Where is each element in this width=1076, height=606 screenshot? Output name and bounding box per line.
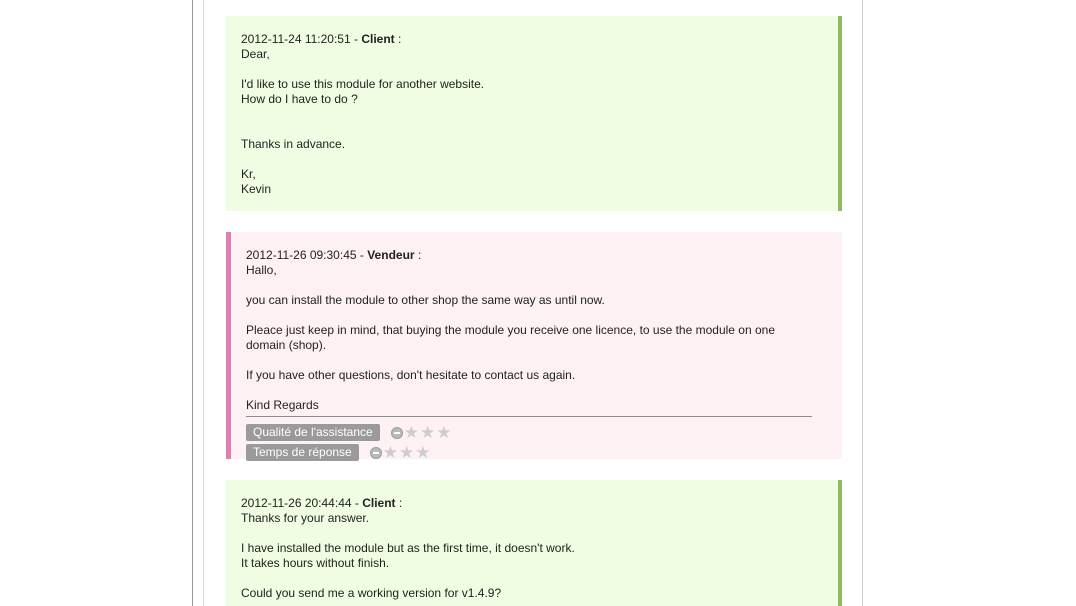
message-header: 2012-11-24 11:20:51 - Client : [241, 32, 402, 46]
message-line: Pleace just keep in mind, that buying the module you receive one licence, to use the module on one [246, 323, 776, 337]
message-body [241, 511, 838, 601]
star-icon[interactable]: ★ [436, 423, 452, 442]
message-line [241, 152, 838, 167]
message-line: Dear, [241, 47, 270, 61]
message-line: Could you send me a working version for v1.4.9? [241, 586, 502, 600]
message-line [246, 278, 842, 293]
message-line: I have installed the module but as the first time, it doesn't work. [241, 541, 575, 555]
message-header: 2012-11-26 20:44:44 - Client : [241, 496, 403, 510]
message-line [241, 571, 838, 586]
message-line: I'd like to use this module for another website. [241, 77, 485, 91]
message-line: It takes hours without finish. [241, 556, 390, 570]
star-icon[interactable]: ★ [415, 443, 431, 462]
message-timestamp: 2012-11-26 20:44:44 [241, 496, 352, 510]
message-author: Client [362, 496, 396, 510]
rating-label: Temps de réponse [246, 444, 359, 461]
message-line: Kevin [241, 182, 272, 196]
message-line [246, 353, 842, 368]
message-line: If you have other questions, don't hesitate to contact us again. [246, 368, 576, 382]
message-vendor [226, 232, 842, 462]
message-body [246, 263, 842, 413]
message-line: Hallo, [246, 263, 277, 277]
message-line [246, 308, 842, 323]
rating-clear-icon[interactable] [370, 447, 382, 459]
message-author: Client [361, 32, 395, 46]
message-client [226, 480, 842, 606]
message-line: Thanks for your answer. [241, 511, 370, 525]
rating-response-time [246, 444, 430, 461]
message-author: Vendeur [367, 248, 415, 262]
message-line: Kind Regards [246, 398, 319, 412]
rating-assistance-quality [246, 424, 451, 441]
message-line [241, 62, 838, 77]
rating-clear-icon[interactable] [391, 427, 403, 439]
star-icon[interactable]: ★ [403, 423, 419, 442]
message-line: you can install the module to other shop the same way as until now. [246, 293, 605, 307]
message-line [241, 526, 838, 541]
message-client [226, 16, 842, 211]
message-line: How do I have to do ? [241, 92, 358, 106]
star-icon[interactable]: ★ [398, 443, 415, 462]
divider [246, 416, 812, 417]
message-line: Thanks in advance. [241, 137, 346, 151]
message-timestamp: 2012-11-24 11:20:51 [241, 32, 351, 46]
star-icon[interactable]: ★ [419, 423, 436, 442]
message-line [246, 383, 842, 398]
star-icon[interactable]: ★ [382, 443, 398, 462]
message-timestamp: 2012-11-26 09:30:45 [246, 248, 357, 262]
message-header: 2012-11-26 09:30:45 - Vendeur : [246, 248, 422, 262]
message-line [241, 107, 838, 122]
message-body [241, 47, 838, 197]
message-line: Kr, [241, 167, 256, 181]
message-line: domain (shop). [246, 338, 327, 352]
rating-label: Qualité de l'assistance [246, 424, 380, 441]
message-line [241, 122, 838, 137]
